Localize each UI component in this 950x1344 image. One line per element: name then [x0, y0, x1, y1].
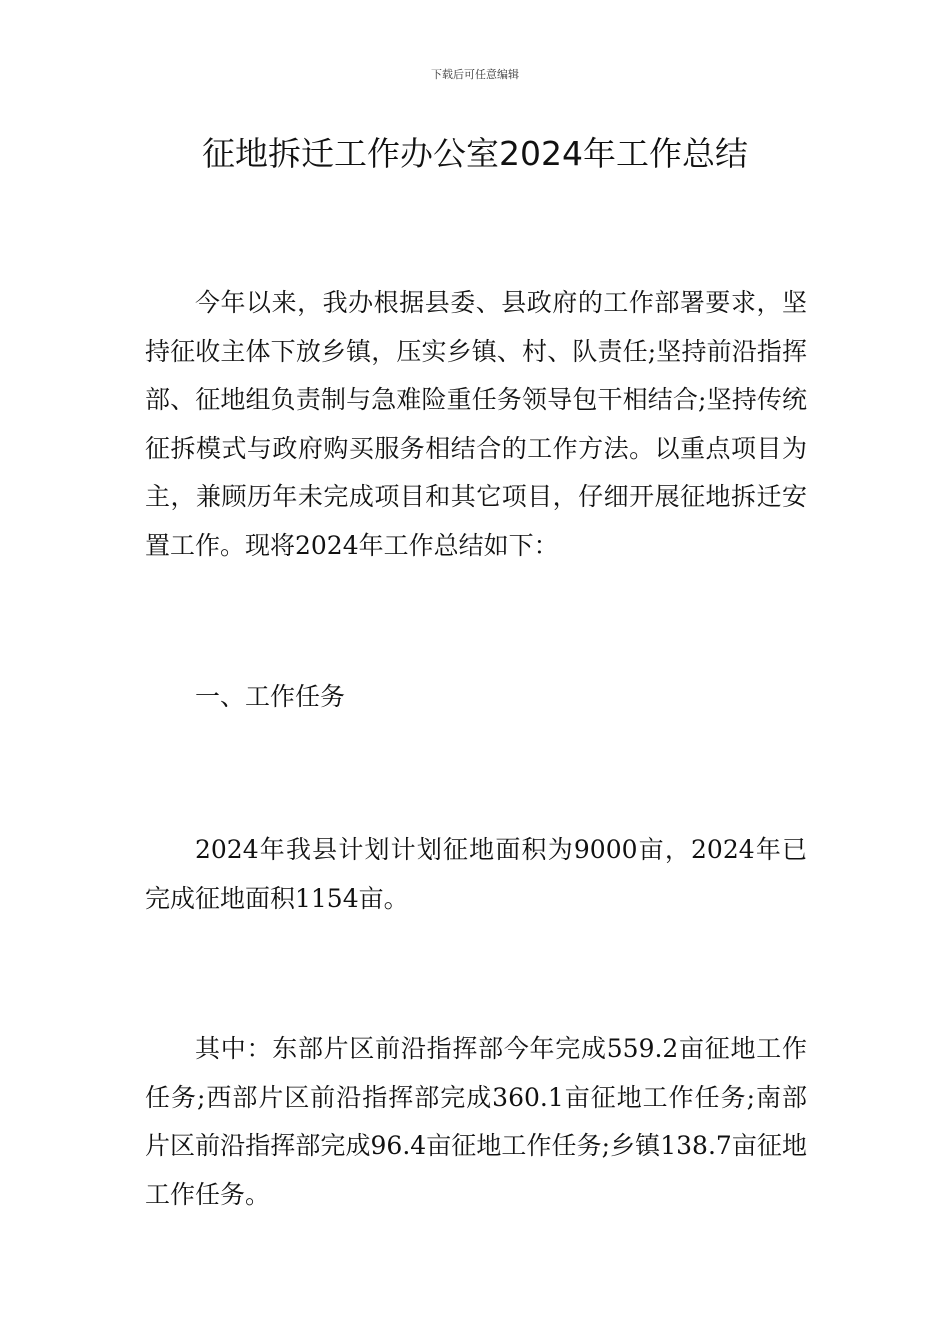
paragraph-intro: 今年以来，我办根据县委、县政府的工作部署要求，坚持征收主体下放乡镇，压实乡镇、村、队责任;坚持前沿指挥部、征地组负责制与急难险重任务领导包干相结合;坚持传统征拆模式与政府购买服务相结合的工作方法。以重点项目为主，兼顾历年未完成项目和其它项目，仔细开展征地拆迁安置工作。现将2024年工作总结如下：	[145, 288, 807, 560]
document-title: 征地拆迁工作办公室2024年工作总结	[202, 134, 748, 173]
paragraph-district-breakdown: 其中：东部片区前沿指挥部今年完成559.2亩征地工作任务;西部片区前沿指挥部完成360.1亩征地工作任务;南部片区前沿指挥部完成96.4亩征地工作任务;乡镇138.7亩征地工作任务。	[145, 1034, 807, 1209]
section-heading-work-tasks: 一、工作任务	[195, 682, 346, 711]
header-note: 下载后可任意编辑	[431, 68, 519, 81]
paragraph-land-plan: 2024年我县计划计划征地面积为9000亩，2024年已完成征地面积1154亩。	[145, 835, 807, 913]
